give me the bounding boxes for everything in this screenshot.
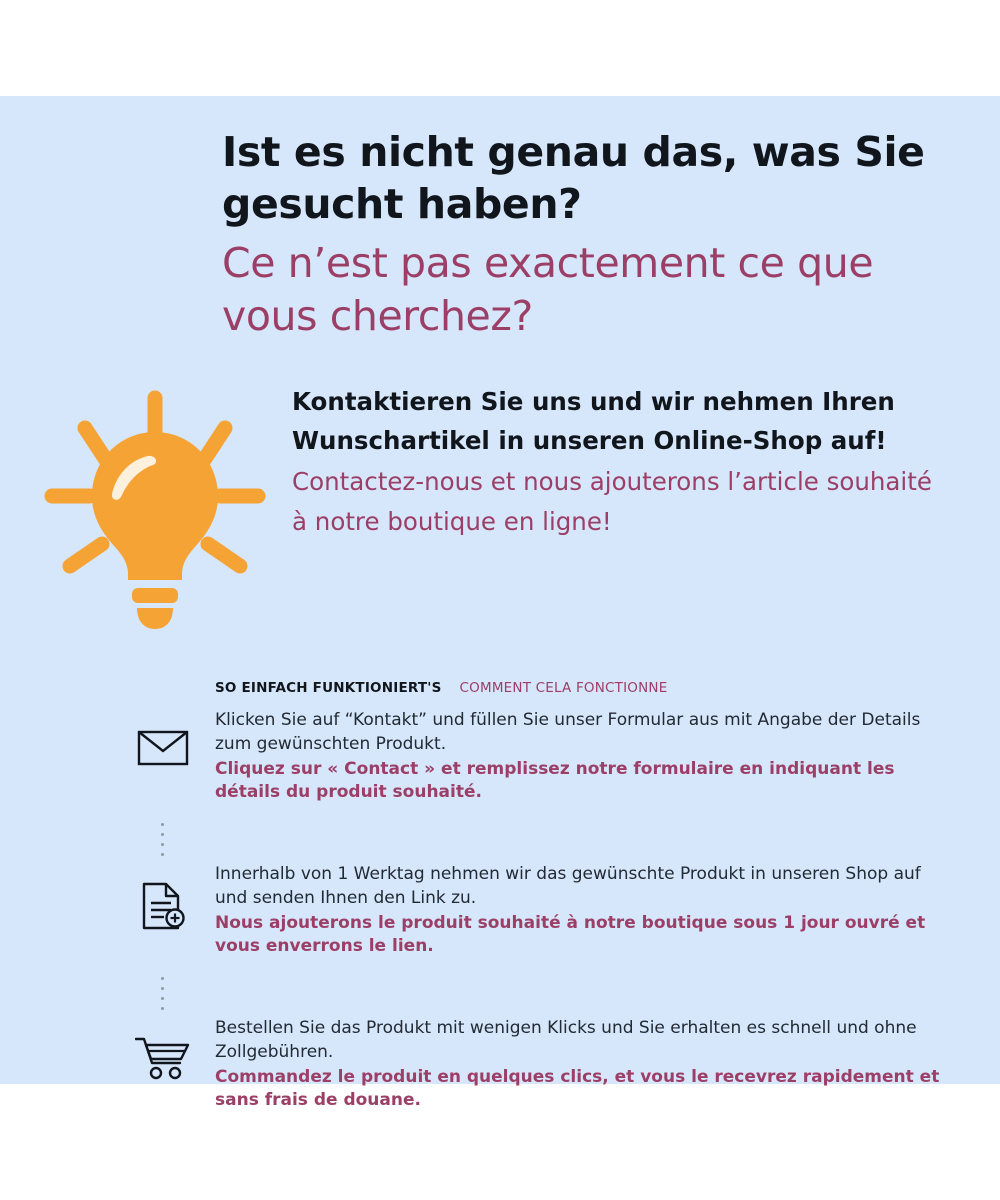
step-german: Innerhalb von 1 Werktag nehmen wir das gewünschte Produkt in unseren Shop auf und senden Ihnen den Link zu. bbox=[215, 864, 921, 908]
step-text bbox=[215, 708, 940, 805]
step-text bbox=[215, 862, 940, 959]
step-french: Cliquez sur « Contact » et remplissez notre formulaire en indiquant les détails du produit souhaité. bbox=[215, 758, 895, 803]
subtext-french: Contactez-nous et nous ajouterons l’article souhaité à notre boutique en ligne! bbox=[292, 467, 932, 536]
connector-dot bbox=[161, 987, 164, 990]
connector-dot bbox=[161, 977, 164, 980]
connector-dot bbox=[161, 823, 164, 826]
connector-dot bbox=[161, 833, 164, 836]
envelope-icon bbox=[110, 708, 215, 768]
list-item bbox=[110, 708, 940, 816]
document-add-icon bbox=[110, 862, 215, 930]
howto-heading-french: COMMENT CELA FONCTIONNE bbox=[459, 680, 668, 696]
howto-steps-list bbox=[110, 708, 940, 1124]
connector-dot bbox=[161, 1007, 164, 1010]
list-item bbox=[110, 862, 940, 970]
connector-dot bbox=[161, 997, 164, 1000]
step-connector bbox=[110, 816, 940, 862]
step-french: Commandez le produit en quelques clics, et vous le recevrez rapidement et sans frais de douane. bbox=[215, 1066, 940, 1111]
step-german: Bestellen Sie das Produkt mit wenigen Klicks und Sie erhalten es schnell und ohne Zollgebühren. bbox=[215, 1018, 917, 1062]
subtext-german: Kontaktieren Sie uns und wir nehmen Ihren Wunschartikel in unseren Online-Shop auf! bbox=[292, 387, 895, 456]
headline-german: Ist es nicht genau das, was Sie gesucht haben? bbox=[222, 128, 925, 229]
shopping-cart-icon bbox=[110, 1016, 215, 1080]
howto-heading bbox=[215, 680, 667, 696]
step-french: Nous ajouterons le produit souhaité à notre boutique sous 1 jour ouvré et vous enverrons le lien. bbox=[215, 912, 926, 957]
howto-heading-german: SO EINFACH FUNKTIONIERT'S bbox=[215, 680, 442, 696]
page-title bbox=[222, 126, 942, 344]
connector-dot bbox=[161, 853, 164, 856]
list-item bbox=[110, 1016, 940, 1124]
promo-banner bbox=[0, 96, 1000, 1111]
subtext-block bbox=[292, 382, 932, 541]
step-connector bbox=[110, 970, 940, 1016]
step-text bbox=[215, 1016, 940, 1113]
connector-dot bbox=[161, 843, 164, 846]
headline-french: Ce n’est pas exactement ce que vous cherchez? bbox=[222, 238, 874, 341]
step-german: Klicken Sie auf “Kontakt” und füllen Sie unser Formular aus mit Angabe der Details zum gewünschten Produkt. bbox=[215, 710, 921, 754]
lightbulb-idea-icon bbox=[30, 384, 280, 644]
